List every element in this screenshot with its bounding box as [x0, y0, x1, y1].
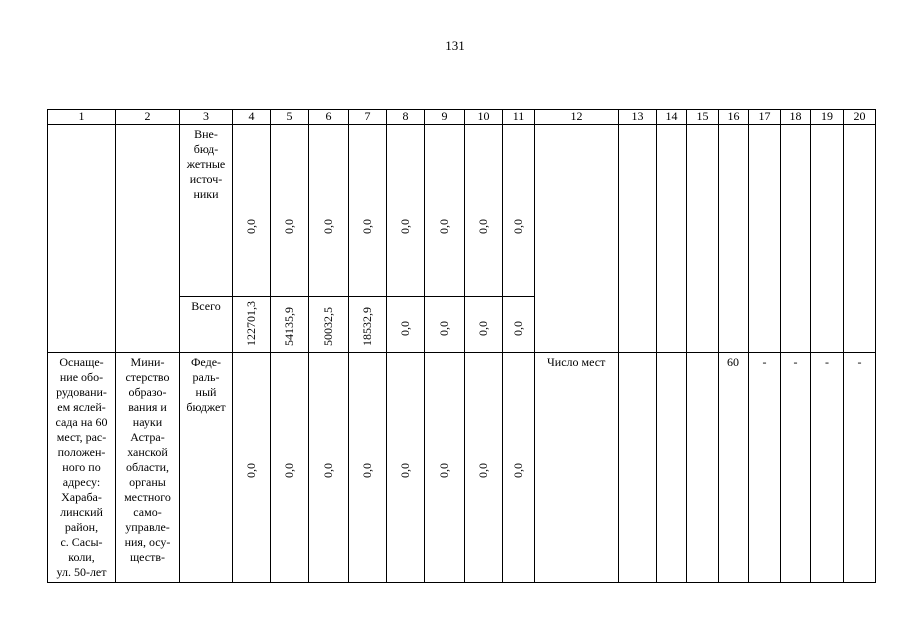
col-header: 20	[844, 110, 876, 125]
col-header: 17	[749, 110, 781, 125]
col16-value: 60	[719, 353, 749, 583]
value-cell: 0,0	[244, 463, 258, 478]
source-offbudget: Вне- бюд- жетные источ- ники	[180, 125, 233, 297]
value-cell: 0,0	[398, 321, 412, 336]
empty-cell	[619, 353, 657, 583]
value-cell: 0,0	[398, 463, 412, 478]
col-header: 7	[349, 110, 387, 125]
col-header: 11	[503, 110, 535, 125]
col-header: 12	[535, 110, 619, 125]
indicator-cell-empty	[535, 125, 619, 353]
value-cell: 0,0	[476, 463, 490, 478]
col20-value: -	[844, 353, 876, 583]
offbudget-row	[48, 125, 876, 297]
indicator-label: Число мест	[535, 353, 619, 583]
value-cell: 0,0	[511, 463, 525, 478]
col-header: 14	[657, 110, 687, 125]
col-header: 1	[48, 110, 116, 125]
col-header: 6	[309, 110, 349, 125]
value-cell: 0,0	[511, 321, 525, 336]
page-number: 131	[445, 38, 465, 53]
value-cell: 0,0	[511, 219, 525, 234]
value-cell: 0,0	[282, 463, 296, 478]
column-number-row	[48, 110, 876, 125]
empty-cell	[657, 353, 687, 583]
source-total: Всего	[180, 297, 233, 353]
empty-cell	[781, 125, 811, 353]
value-cell: 0,0	[360, 219, 374, 234]
value-cell: 50032,5	[321, 307, 335, 346]
col-header: 16	[719, 110, 749, 125]
col-header: 8	[387, 110, 425, 125]
federal-row	[48, 353, 876, 583]
value-cell: 0,0	[437, 321, 451, 336]
empty-cell	[619, 125, 657, 353]
empty-cell	[657, 125, 687, 353]
value-cell: 0,0	[321, 463, 335, 478]
executor-cell-empty	[116, 125, 180, 353]
empty-cell	[844, 125, 876, 353]
event-cell-empty	[48, 125, 116, 353]
col-header: 3	[180, 110, 233, 125]
value-cell: 0,0	[360, 463, 374, 478]
value-cell: 0,0	[398, 219, 412, 234]
col-header: 15	[687, 110, 719, 125]
value-cell: 0,0	[321, 219, 335, 234]
col-header: 10	[465, 110, 503, 125]
col17-value: -	[749, 353, 781, 583]
event-description: Оснаще- ние обо- рудовани- ем яслей- сада на 60 мест, рас- положен- ного по адресу: Хараба- линский район, с. Сасы- коли, ул. 50-лет	[48, 353, 116, 583]
empty-cell	[687, 125, 719, 353]
empty-cell	[719, 125, 749, 353]
value-cell: 18532,9	[360, 307, 374, 346]
empty-cell	[687, 353, 719, 583]
value-cell: 0,0	[476, 219, 490, 234]
col-header: 2	[116, 110, 180, 125]
col-header: 19	[811, 110, 844, 125]
col18-value: -	[781, 353, 811, 583]
col19-value: -	[811, 353, 844, 583]
col-header: 4	[233, 110, 271, 125]
program-table	[47, 109, 876, 583]
value-cell: 0,0	[437, 463, 451, 478]
empty-cell	[811, 125, 844, 353]
value-cell: 0,0	[282, 219, 296, 234]
value-cell: 54135,9	[282, 307, 296, 346]
value-cell: 122701,3	[244, 301, 258, 346]
value-cell: 0,0	[244, 219, 258, 234]
value-cell: 0,0	[437, 219, 451, 234]
col-header: 18	[781, 110, 811, 125]
col-header: 5	[271, 110, 309, 125]
col-header: 9	[425, 110, 465, 125]
col-header: 13	[619, 110, 657, 125]
value-cell: 0,0	[476, 321, 490, 336]
executor-description: Мини- стерство образо- вания и науки Астра- ханской области, органы местного само- управле- ния, осу- ществ-	[116, 353, 180, 583]
empty-cell	[749, 125, 781, 353]
source-federal: Феде- раль- ный бюджет	[180, 353, 233, 583]
